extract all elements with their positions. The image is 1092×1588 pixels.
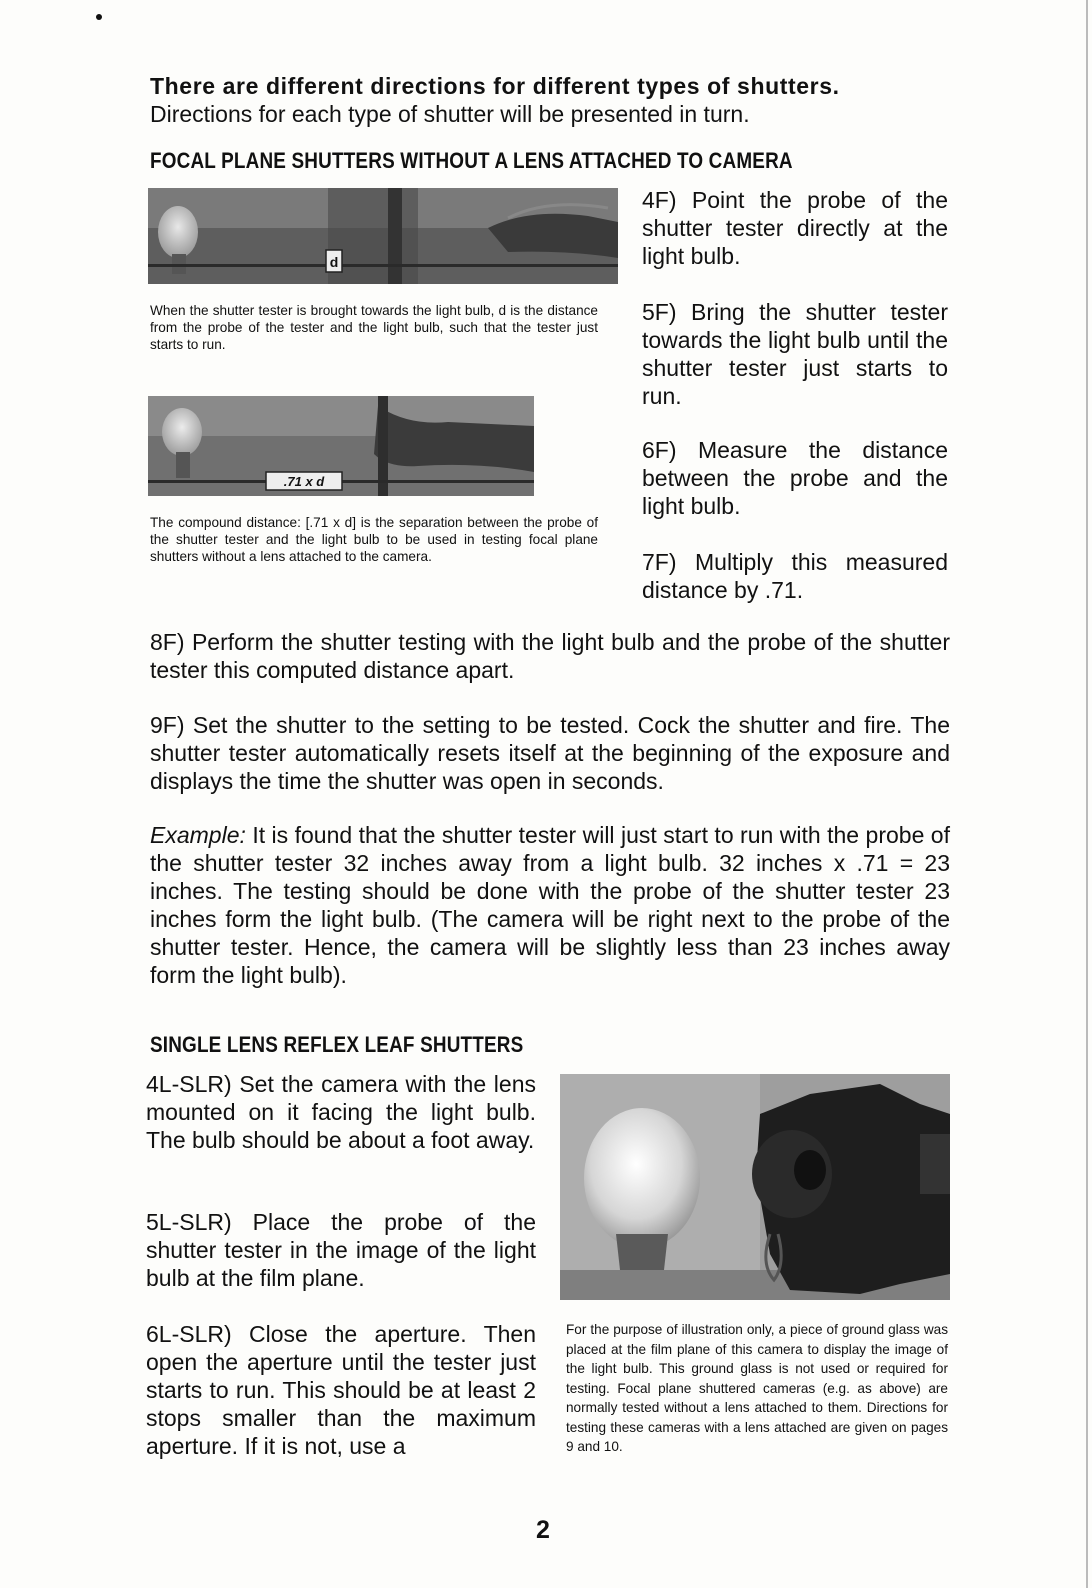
intro-bold-line: There are different directions for different types of shutters. [150,73,840,99]
caption-photo1: When the shutter tester is brought towards the light bulb, d is the distance from the probe of the tester and the light bulb, such that the tester just starts to run. [150,303,598,352]
intro-line: Directions for each type of shutter will be presented in turn. [150,101,750,127]
example-paragraph [150,821,950,989]
photo-bulb-distance-d [148,188,618,284]
step-5l-slr: 5L-SLR) Place the probe of the shutter tester in the image of the light bulb at the film plane. [146,1209,536,1291]
step-5f: 5F) Bring the shutter tester towards the light bulb until the shutter tester just starts to run. [642,299,948,409]
page-edge [1086,0,1088,1588]
photo2-label: .71 x d [283,474,325,489]
step-9f: 9F) Set the shutter to the setting to be tested. Cock the shutter and fire. The shutter tester automatically resets itself at the beginning of the exposure and displays the time the shutter was open in seconds. [150,712,950,794]
step-6l-slr: 6L-SLR) Close the aperture. Then open the aperture until the tester just starts to run. This should be at least 2 stops smaller than the maximum aperture. If it is not, use a [146,1321,536,1459]
section-heading-slr-leaf: SINGLE LENS REFLEX LEAF SHUTTERS [150,1032,524,1057]
photo-bulb-and-camera [560,1074,950,1300]
step-4f: 4F) Point the probe of the shutter tester directly at the light bulb. [642,187,948,269]
caption-photo3: For the purpose of illustration only, a piece of ground glass was placed at the film plane of this camera to display the image of the light bulb. This ground glass is not used or required for testing. Focal plane shuttered cameras (e.g. as above) are normally tested without a lens attached to them. Directions for testing these cameras with a lens attached are given on pages 9 and 10. [566,1322,948,1454]
intro-paragraph [150,72,950,128]
step-8f: 8F) Perform the shutter testing with the light bulb and the probe of the shutter tester this computed distance apart. [150,629,950,683]
example-text: It is found that the shutter tester will just start to run with the probe of the shutter tester 32 inches away from a light bulb. 32 inches x .71 = 23 inches. The testing should be done with the probe of the shutter tester 23 inches form the light bulb. (The camera will be right next to the probe of the shutter tester. Hence, the camera will be slightly less than 23 inches away form the light bulb). [150,822,950,988]
example-label: Example: [150,822,246,848]
photo1-label: d [329,254,339,270]
photo-bulb-compound-distance [148,396,534,496]
step-7f: 7F) Multiply this measured distance by .71. [642,549,948,603]
section-heading-focal-plane: FOCAL PLANE SHUTTERS WITHOUT A LENS ATTACHED TO CAMERA [150,148,793,173]
page-number: 2 [536,1516,550,1544]
step-4l-slr: 4L-SLR) Set the camera with the lens mounted on it facing the light bulb. The bulb should be about a foot away. [146,1071,536,1153]
margin-dot [96,14,102,20]
caption-photo2: The compound distance: [.71 x d] is the separation between the probe of the shutter tester and the light bulb to be used in testing focal plane shutters without a lens attached to the camera. [150,515,598,564]
step-6f: 6F) Measure the distance between the probe and the light bulb. [642,437,948,519]
